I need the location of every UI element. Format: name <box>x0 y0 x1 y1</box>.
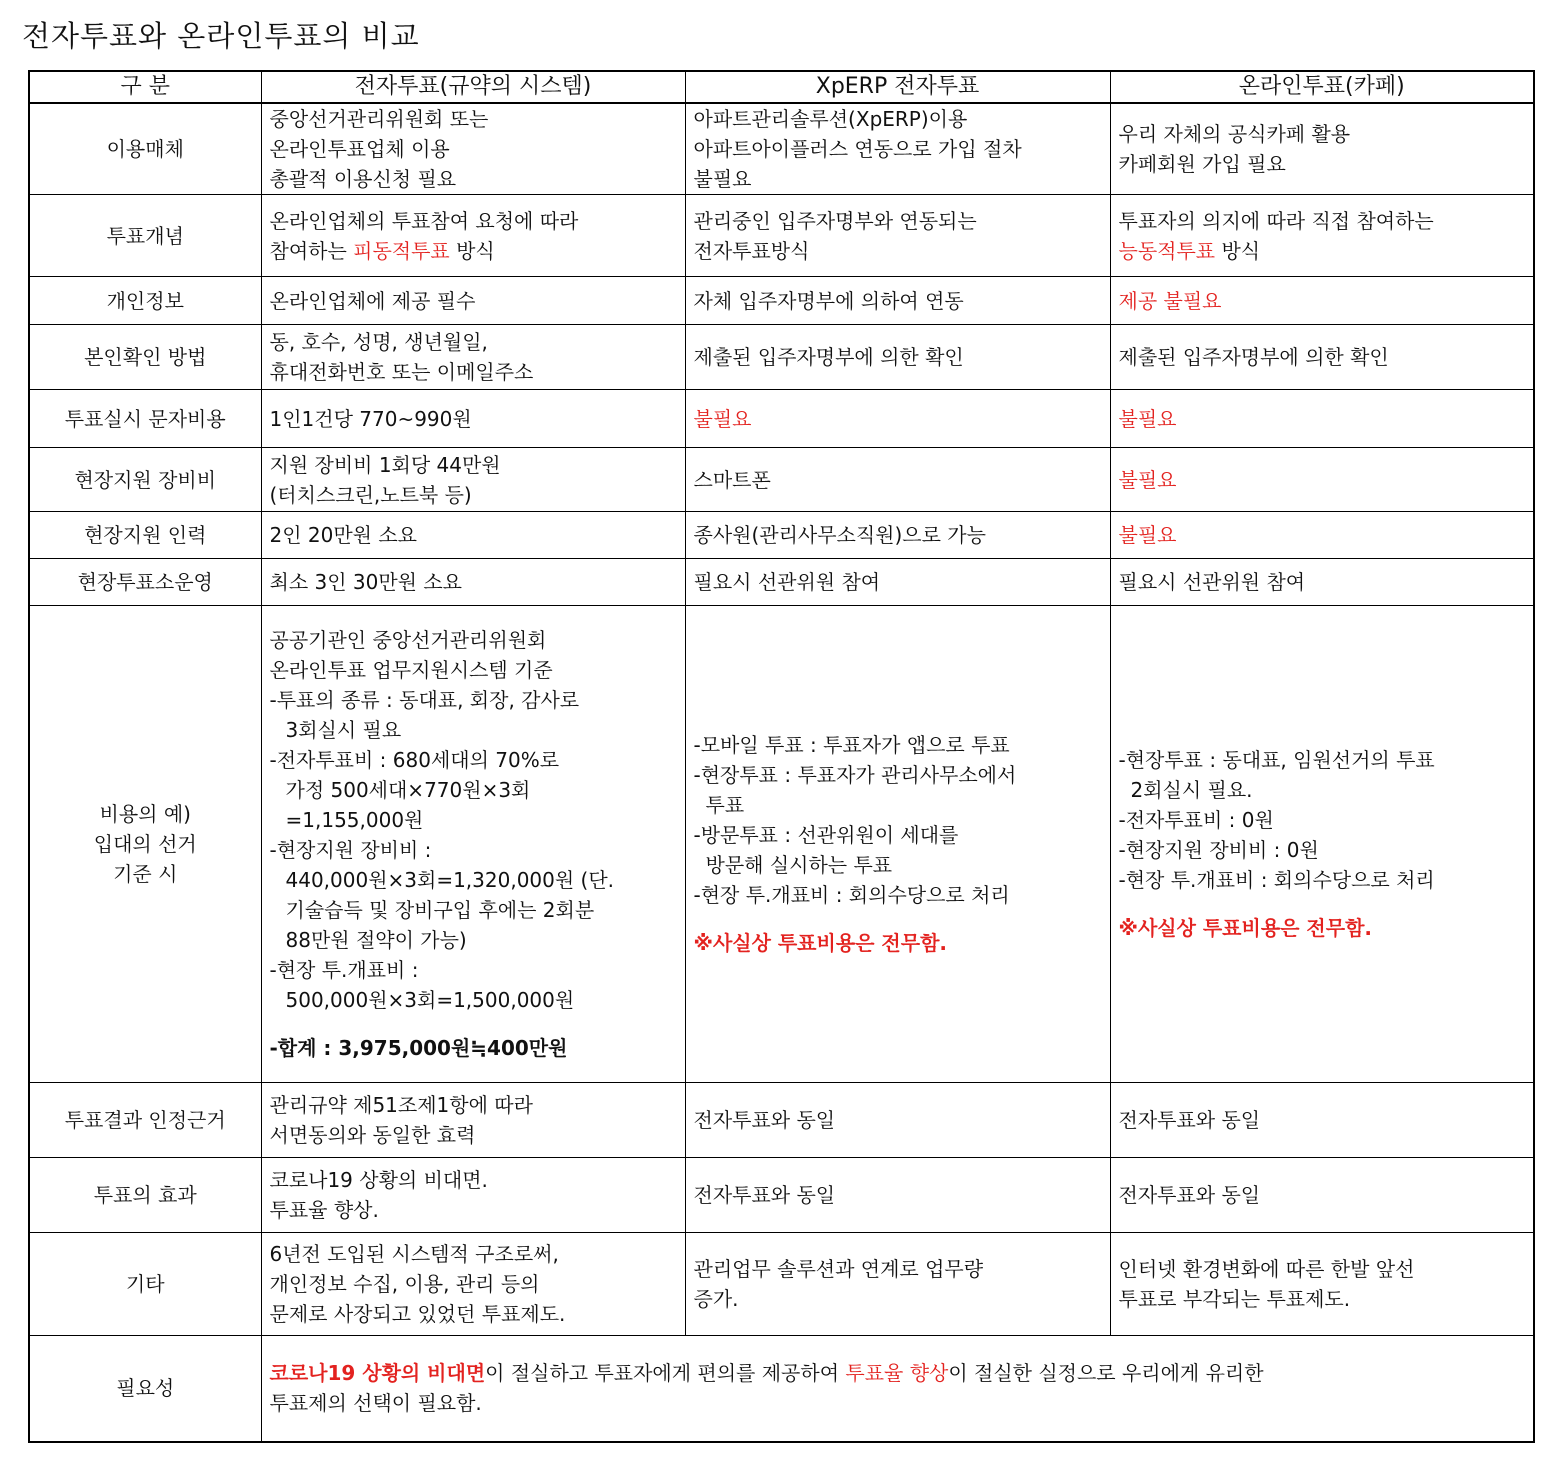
cell-online: 불필요 <box>1110 390 1534 448</box>
cell-xperp: 자체 입주자명부에 의하여 연동 <box>685 277 1110 325</box>
table-row <box>29 195 1534 277</box>
cell-online: 제출된 입주자명부에 의한 확인 <box>1110 325 1534 390</box>
table-row <box>29 325 1534 390</box>
cell-xperp: 아파트관리솔루션(XpERP)이용 아파트아이플러스 연동으로 가입 절차 불필요 <box>685 103 1110 195</box>
cell-evote: 코로나19 상황의 비대면. 투표율 향상. <box>261 1158 685 1233</box>
row-label: 본인확인 방법 <box>29 325 261 390</box>
cell-evote: 최소 3인 30만원 소요 <box>261 559 685 606</box>
cell-xperp: 전자투표와 동일 <box>685 1158 1110 1233</box>
cell-online: -현장투표 : 동대표, 임원선거의 투표 2회실시 필요. -전자투표비 : 0원 -현장지원 장비비 : 0원 -현장 투.개표비 : 회의수당으로 처리 ※사실상 투표비용은 전무함. <box>1110 606 1534 1083</box>
header-xperp: XpERP 전자투표 <box>685 71 1110 103</box>
cell-online: 우리 자체의 공식카페 활용 카페회원 가입 필요 <box>1110 103 1534 195</box>
table-row <box>29 277 1534 325</box>
cell-evote: 온라인업체의 투표참여 요청에 따라 참여하는 피동적투표 방식 <box>261 195 685 277</box>
table-row <box>29 448 1534 512</box>
row-label: 투표개념 <box>29 195 261 277</box>
cell-xperp: 스마트폰 <box>685 448 1110 512</box>
cell-xperp: 관리중인 입주자명부와 연동되는 전자투표방식 <box>685 195 1110 277</box>
cell-evote: 지원 장비비 1회당 44만원 (터치스크린,노트북 등) <box>261 448 685 512</box>
table-row <box>29 1233 1534 1336</box>
cell-evote: 공공기관인 중앙선거관리위원회 온라인투표 업무지원시스템 기준 -투표의 종류 : 동대표, 회장, 감사로 3회실시 필요 -전자투표비 : 680세대의 70%로 가정 500세대×770원×3회 =1,155,000원 -현장지원 장비비 : 440,000원×3회=1,320,000원 (단. 기술습득 및 장비구입 후에는 2회분 88만원 절약이 가능) -현장 투.개표비 : 500,000원×3회=1,500,000원 -합계 : 3,975,000원≒400만원 <box>261 606 685 1083</box>
cell-online: 투표자의 의지에 따라 직접 참여하는 능동적투표 방식 <box>1110 195 1534 277</box>
cost-note: ※사실상 투표비용은 전무함. <box>1118 916 1372 940</box>
cell-xperp: 관리업무 솔루션과 연계로 업무량 증가. <box>685 1233 1110 1336</box>
row-label: 현장지원 장비비 <box>29 448 261 512</box>
cell-online: 불필요 <box>1110 448 1534 512</box>
cost-note: ※사실상 투표비용은 전무함. <box>693 931 947 955</box>
row-label: 기타 <box>29 1233 261 1336</box>
cell-evote: 온라인업체에 제공 필수 <box>261 277 685 325</box>
passive-vote-highlight: 피동적투표 <box>353 238 450 263</box>
header-category: 구 분 <box>29 71 261 103</box>
cell-evote: 2인 20만원 소요 <box>261 512 685 559</box>
cost-total: -합계 : 3,975,000원≒400만원 <box>269 1036 568 1060</box>
cell-xperp: 종사원(관리사무소직원)으로 가능 <box>685 512 1110 559</box>
header-online-cafe: 온라인투표(카페) <box>1110 71 1534 103</box>
table-row <box>29 390 1534 448</box>
comparison-table <box>28 70 1535 1443</box>
header-row <box>29 71 1534 103</box>
row-label: 현장지원 인력 <box>29 512 261 559</box>
turnout-highlight: 투표율 향상 <box>845 1361 949 1386</box>
cell-online: 필요시 선관위원 참여 <box>1110 559 1534 606</box>
cell-online: 전자투표와 동일 <box>1110 1083 1534 1158</box>
table-row <box>29 512 1534 559</box>
cell-online: 제공 불필요 <box>1110 277 1534 325</box>
cell-evote: 1인1건당 770~990원 <box>261 390 685 448</box>
header-evote-system: 전자투표(규약의 시스템) <box>261 71 685 103</box>
cell-xperp: 필요시 선관위원 참여 <box>685 559 1110 606</box>
covid-highlight: 코로나19 상황의 비대면 <box>269 1361 486 1386</box>
cell-xperp: 불필요 <box>685 390 1110 448</box>
cell-evote: 6년전 도입된 시스템적 구조로써, 개인정보 수집, 이용, 관리 등의 문제로 사장되고 있었던 투표제도. <box>261 1233 685 1336</box>
cell-evote: 동, 호수, 성명, 생년월일, 휴대전화번호 또는 이메일주소 <box>261 325 685 390</box>
cell-xperp: -모바일 투표 : 투표자가 앱으로 투표 -현장투표 : 투표자가 관리사무소에서 투표 -방문투표 : 선관위원이 세대를 방문해 실시하는 투표 -현장 투.개표비 : 회의수당으로 처리 ※사실상 투표비용은 전무함. <box>685 606 1110 1083</box>
table-row <box>29 1158 1534 1233</box>
cell-evote: 중앙선거관리위원회 또는 온라인투표업체 이용 총괄적 이용신청 필요 <box>261 103 685 195</box>
table-row <box>29 559 1534 606</box>
cell-online: 전자투표와 동일 <box>1110 1158 1534 1233</box>
table-row <box>29 1083 1534 1158</box>
row-label: 투표실시 문자비용 <box>29 390 261 448</box>
active-vote-highlight: 능동적투표 <box>1118 238 1216 263</box>
row-label: 이용매체 <box>29 103 261 195</box>
row-label: 투표결과 인정근거 <box>29 1083 261 1158</box>
cell-online: 인터넷 환경변화에 따른 한발 앞선 투표로 부각되는 투표제도. <box>1110 1233 1534 1336</box>
row-label: 비용의 예) 입대의 선거 기준 시 <box>29 606 261 1083</box>
page-title: 전자투표와 온라인투표의 비교 <box>22 19 420 53</box>
cell-necessity: 코로나19 상황의 비대면이 절실하고 투표자에게 편의를 제공하여 투표율 향상이 절실한 실정으로 우리에게 유리한 투표제의 선택이 필요함. <box>261 1336 1534 1442</box>
row-label: 투표의 효과 <box>29 1158 261 1233</box>
cell-xperp: 제출된 입주자명부에 의한 확인 <box>685 325 1110 390</box>
row-label: 필요성 <box>29 1336 261 1442</box>
cell-evote: 관리규약 제51조제1항에 따라 서면동의와 동일한 효력 <box>261 1083 685 1158</box>
row-label: 개인정보 <box>29 277 261 325</box>
table-row <box>29 103 1534 195</box>
cell-xperp: 전자투표와 동일 <box>685 1083 1110 1158</box>
table-row <box>29 1336 1534 1442</box>
row-label: 현장투표소운영 <box>29 559 261 606</box>
table-row <box>29 606 1534 1083</box>
cell-online: 불필요 <box>1110 512 1534 559</box>
